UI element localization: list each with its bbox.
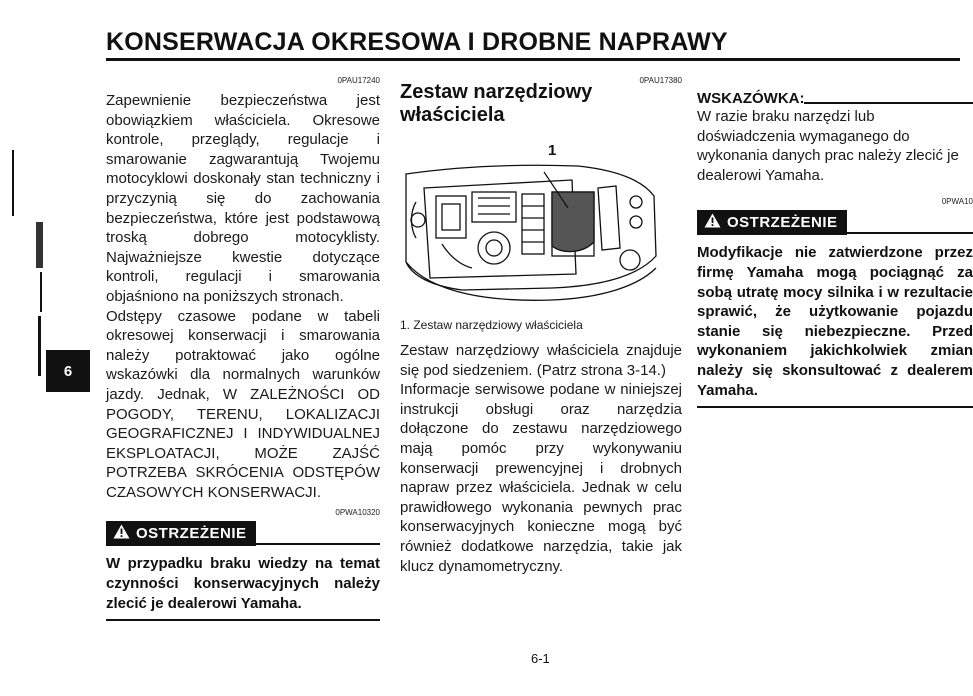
note-text: W razie braku narzędzi lub doświadczenia wymaganego do wykonania danych prac należy zlecić je dealerowi Yamaha.	[697, 108, 959, 184]
margin-mark	[12, 150, 14, 216]
warning-end-rule	[697, 406, 973, 408]
figure-caption: 1. Zestaw narzędziowy właściciela	[400, 318, 583, 332]
section-title: Zestaw narzędziowy	[400, 81, 593, 103]
warning-text: W przypadku braku wiedzy na temat czynności konserwacyjnych należy zlecić je dealerowi Yamaha.	[106, 555, 380, 612]
warning-triangle-icon	[704, 213, 721, 232]
right-column	[697, 90, 973, 408]
warning-rule	[256, 543, 380, 545]
note-title: WSKAZÓWKA:	[697, 90, 805, 107]
service-info-paragraph: Informacje serwisowe podane w niniejszej instrukcji obsługi oraz narzędzia dołączone do zestawu narzędziowego mają pomóc przy wykonywaniu konserwacji prewencyjnej i drobnych napraw przez właściciela. Jednak w celu prawidłowego wykonania pewnych prac konserwacyjnych konieczne mogą być również dodatkowe narzędzia, takie jak klucz dynamometryczny.	[400, 381, 682, 575]
section-title-line2: właściciela	[400, 104, 505, 126]
warning-label: OSTRZEŻENIE	[727, 214, 838, 232]
page-number: 6-1	[531, 651, 550, 666]
warning-triangle-icon	[113, 524, 130, 543]
warning-code: 0PWA10	[941, 197, 973, 207]
middle-column-body	[400, 318, 682, 576]
callout-number: 1	[548, 142, 557, 159]
chapter-tab: 6	[46, 350, 90, 392]
reference-code: 0PAU17240	[337, 76, 380, 85]
margin-mark	[38, 316, 41, 376]
warning-header	[106, 521, 380, 546]
intro-paragraph: Zapewnienie bezpieczeństwa jest obowiązkiem właściciela. Okresowe kontrole, przeglądy, regulacje i smarowanie zagwarantują Twojemu motocyklowi doskonały stan techniczny i przyczynią się do zachowania bezpieczeństwa, które jest podstawową troską dobrego motocyklisty. Najważniejsze kwestie dotyczące kontroli, regulacji i smarowania objaśniono na poniższych stronach.	[106, 92, 380, 305]
location-paragraph: Zestaw narzędziowy właściciela znajduje się pod siedzeniem. (Patrz strona 3-14.)	[400, 342, 682, 379]
reference-code: 0PAU17380	[639, 76, 682, 85]
warning-badge	[697, 210, 847, 235]
margin-mark	[40, 272, 42, 312]
margin-mark	[36, 222, 43, 268]
warning-label: OSTRZEŻENIE	[136, 525, 247, 543]
page-title: KONSERWACJA OKRESOWA I DROBNE NAPRAWY	[106, 28, 728, 56]
warning-badge	[106, 521, 256, 546]
motorcycle-seat-area-drawing	[402, 136, 660, 306]
toolkit-illustration	[402, 136, 660, 306]
note-header	[697, 90, 973, 107]
warning-code: 0PWA10320	[335, 508, 380, 518]
warning-rule	[847, 232, 973, 234]
warning-header	[697, 210, 973, 235]
intervals-paragraph: Odstępy czasowe podane w tabeli okresowej konserwacji i smarowania należy potraktować jako ogólne wskazówki dla normalnych warunków jazdy. Jednak, W ZALEŻNOŚCI OD POGODY, TERENU, LOKALIZACJI GEOGRAFICZNEJ I INDYWIDUALNEJ EKSPLOATACJI, MOŻE ZAJŚĆ POTRZEBA SKRÓCENIA ODSTĘPÓW CZASOWYCH KONSERWACJI.	[106, 307, 380, 501]
middle-column-header	[400, 76, 682, 127]
note-rule	[804, 102, 973, 104]
left-column	[106, 76, 380, 621]
title-rule	[106, 58, 960, 61]
warning-end-rule	[106, 619, 380, 621]
warning-text: Modyfikacje nie zatwierdzone przez firmę Yamaha mogą pociągnąć za sobą utratę mocy silnika i w rezultacie sprawić, że użytkowanie pojazdu stanie się niebezpieczne. Przed wykonaniem jakichkolwiek zmian należy się skonsultować z dealerem Yamaha.	[697, 244, 973, 399]
